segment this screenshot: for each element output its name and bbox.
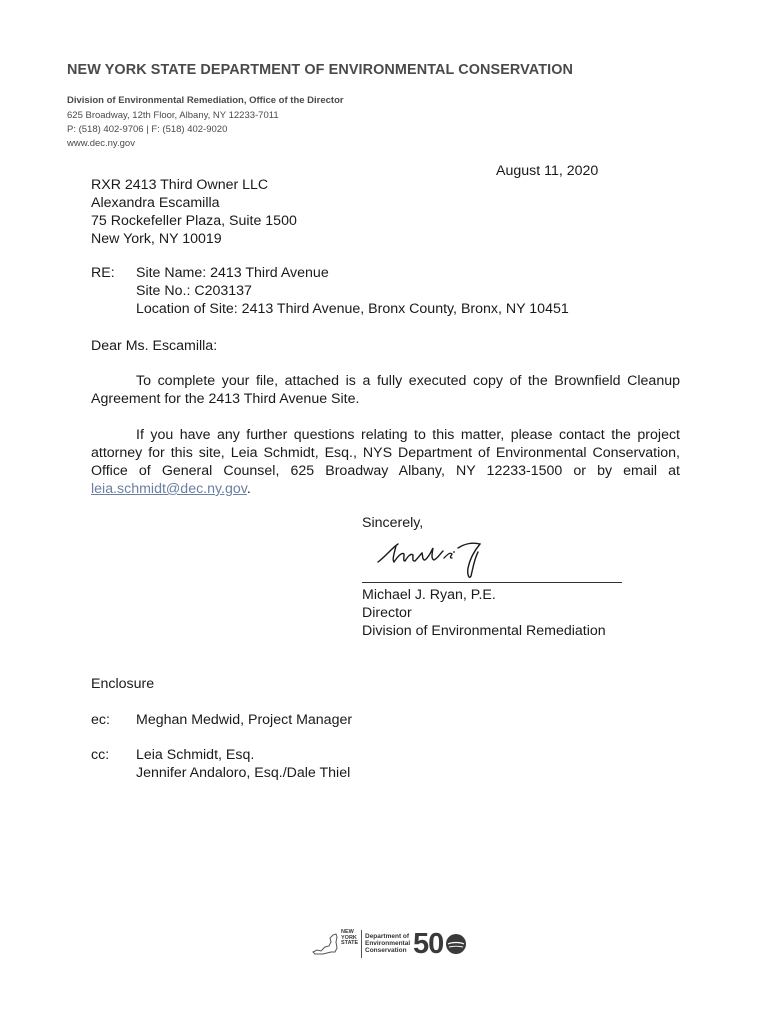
anniversary-50 [413,929,443,959]
paragraph-2 [91,426,680,498]
dec-wordmark [365,933,410,954]
re-site-number: Site No.: C203137 [136,283,252,299]
footer-divider [361,930,362,958]
letter-date: August 11, 2020 [496,163,599,179]
letterhead-phone: P: (518) 402-9706 | F: (518) 402-9020 [67,124,228,135]
paragraph-1: To complete your file, attached is a fully executed copy of the Brownfield Cleanup Agreement for the 2413 Third Avenue Site. [91,373,680,407]
dec-word: Environmental [365,940,411,947]
salutation: Dear Ms. Escamilla: [91,338,218,354]
signer-name: Michael J. Ryan, P.E. [362,587,496,603]
re-site-location: Location of Site: 2413 Third Avenue, Bronx County, Bronx, NY 10451 [136,301,569,317]
paragraph-2-end: . [246,481,251,497]
closing: Sincerely, [362,515,424,531]
nys-word: YORK [341,934,357,941]
recipient-company: RXR 2413 Third Owner LLC [91,177,269,193]
paragraph-2-text: If you have any further questions relating to this matter, please contact the project attorney for this site, Leia Schmidt, Esq., NYS Department of Environmental Conservation, Office of General Counsel, 625 Broadway Albany, NY 12233-1500 or by email at [91,427,680,479]
nys-map-icon [311,932,339,956]
recipient-city: New York, NY 10019 [91,231,222,247]
dec-word: Conservation [365,947,407,954]
signature-line [362,582,622,583]
globe-icon [445,932,467,956]
signer-block [362,586,606,640]
re-block [136,264,569,318]
dec-word: Department of [365,933,410,940]
handwritten-signature [372,536,512,582]
enclosure-note: Enclosure [91,676,155,692]
ec-label: ec: [91,712,110,728]
signer-title: Director [362,605,412,621]
nys-wordmark [341,930,358,947]
recipient-street: 75 Rockefeller Plaza, Suite 1500 [91,213,297,229]
cc-label: cc: [91,747,110,763]
nys-word: STATE [341,940,359,947]
recipient-address [91,176,297,248]
footer-logo [311,928,467,962]
nys-word: NEW [341,929,354,935]
cc-recipient: Leia Schmidt, Esq. [136,747,255,763]
email-link[interactable]: leia.schmidt@dec.ny.gov [91,481,247,497]
agency-title: NEW YORK STATE DEPARTMENT OF ENVIRONMENTAL CONSERVATION [67,62,573,78]
anniversary-number: 50 [413,928,444,960]
ec-recipient: Meghan Medwid, Project Manager [136,712,353,728]
letterhead-website[interactable]: www.dec.ny.gov [67,138,135,149]
signer-division: Division of Environmental Remediation [362,623,606,639]
recipient-name: Alexandra Escamilla [91,195,220,211]
letterhead-address: 625 Broadway, 12th Floor, Albany, NY 12233-7011 [67,110,279,121]
cc-recipients [136,746,350,782]
division-name: Division of Environmental Remediation, Office of the Director [67,95,344,106]
re-site-name: Site Name: 2413 Third Avenue [136,265,329,281]
cc-recipient: Jennifer Andaloro, Esq./Dale Thiel [136,765,351,781]
re-label: RE: [91,265,115,281]
